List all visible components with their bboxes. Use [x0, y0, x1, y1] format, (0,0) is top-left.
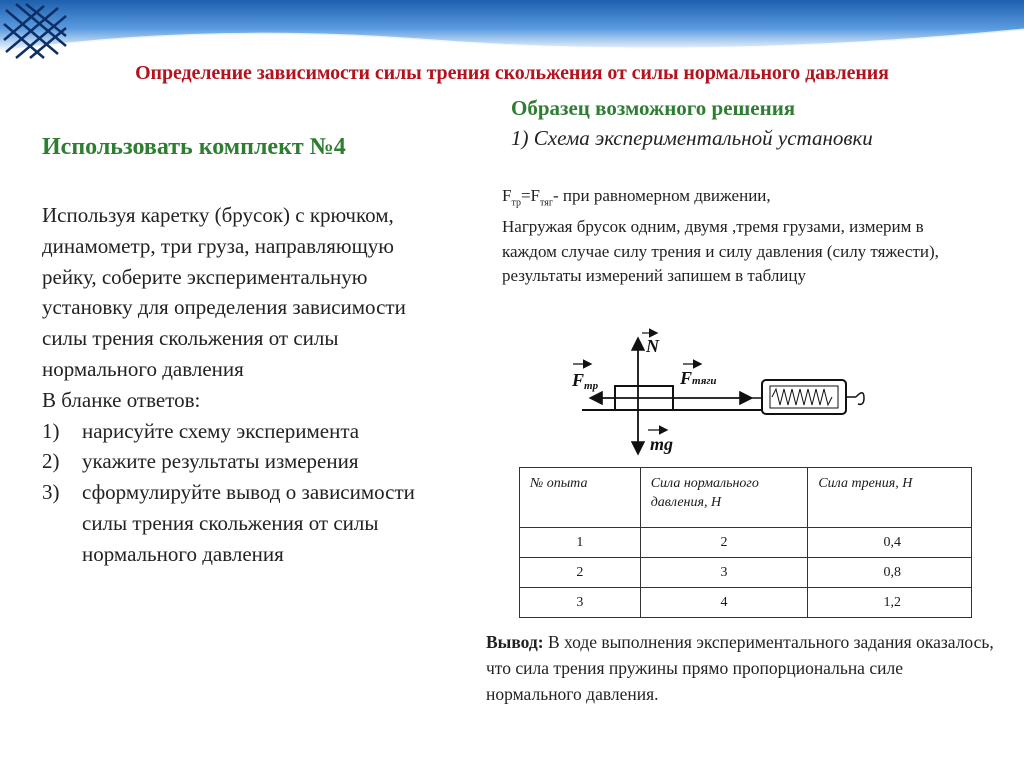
table-cell: 4: [640, 588, 808, 618]
table-cell: 2: [520, 558, 641, 588]
kit-heading: Использовать комплект №4: [42, 134, 346, 160]
table-cell: 1: [520, 528, 641, 558]
step-number: 2): [42, 449, 60, 474]
conclusion-block: [486, 629, 996, 707]
column-header: № опыта: [520, 468, 641, 528]
step-number: 3): [42, 480, 60, 505]
formula-rest: - при равномерном движении,: [552, 186, 771, 205]
answer-sheet-label: В бланке ответов:: [42, 387, 201, 412]
step-text: сформулируйте вывод о зависимости силы трения скольжения от силы нормального давления: [82, 480, 415, 566]
setup-subheading: 1) Схема экспериментальной установки: [511, 126, 873, 150]
pull-label-f: F: [680, 368, 693, 388]
column-header: Сила нормального давления, Н: [640, 468, 808, 528]
instructions-block: [42, 200, 442, 570]
pull-label-sub: тяги: [692, 375, 717, 387]
setup-diagram: [560, 328, 880, 460]
results-table: [519, 467, 972, 618]
dynamometer-icon: [762, 380, 864, 414]
slide-title: Определение зависимости силы трения скольжения от силы нормального давления: [135, 62, 889, 84]
column-header: Сила трения, Н: [808, 468, 972, 528]
table-cell: 3: [520, 588, 641, 618]
table-row: [520, 558, 972, 588]
solution-heading: Образец возможного решения: [511, 96, 796, 120]
force-formula: [502, 186, 771, 208]
header-band: [0, 0, 1024, 62]
step-text: укажите результаты измерения: [82, 449, 359, 474]
grid-logo-icon: [0, 0, 70, 62]
normal-label: N: [646, 336, 659, 356]
table-row: [520, 528, 972, 558]
conclusion-text: В ходе выполнения экспериментального задания оказалось, что сила трения пружины прямо пропорциональна силе нормального давления.: [486, 632, 994, 704]
table-cell: 2: [640, 528, 808, 558]
table-row: [520, 588, 972, 618]
step-number: 1): [42, 418, 60, 443]
procedure-text: Нагружая брусок одним, двумя ,тремя грузами, измерим в каждом случае силу трения и силу давления (силу тяжести), результаты измерений запишем в таблицу: [502, 217, 939, 285]
friction-label: [571, 370, 599, 392]
formula-sub-tr: тр: [511, 197, 521, 209]
conclusion-label: Вывод:: [486, 632, 544, 652]
formula-sub-tyag: тяг: [540, 197, 553, 209]
table-header-row: [520, 468, 972, 528]
pull-label: [679, 368, 717, 388]
list-item: [42, 416, 442, 447]
list-item: [42, 446, 442, 477]
list-item: [42, 477, 442, 569]
steps-list: [42, 416, 442, 570]
formula-eq: =F: [520, 186, 541, 205]
friction-label-f: F: [572, 370, 585, 390]
instruction-text: Используя каретку (брусок) с крючком, динамометр, три груза, направляющую рейку, соберите экспериментальную установку для определения зависимости силы трения скольжения от силы нормального давления: [42, 203, 406, 381]
table-cell: 0,8: [808, 558, 972, 588]
table-cell: 1,2: [808, 588, 972, 618]
table-cell: 0,4: [808, 528, 972, 558]
friction-label-sub: тр: [584, 380, 599, 392]
gravity-label: mg: [650, 434, 674, 454]
formula-f1: F: [502, 186, 512, 205]
step-text: нарисуйте схему эксперимента: [82, 418, 360, 443]
table-cell: 3: [640, 558, 808, 588]
